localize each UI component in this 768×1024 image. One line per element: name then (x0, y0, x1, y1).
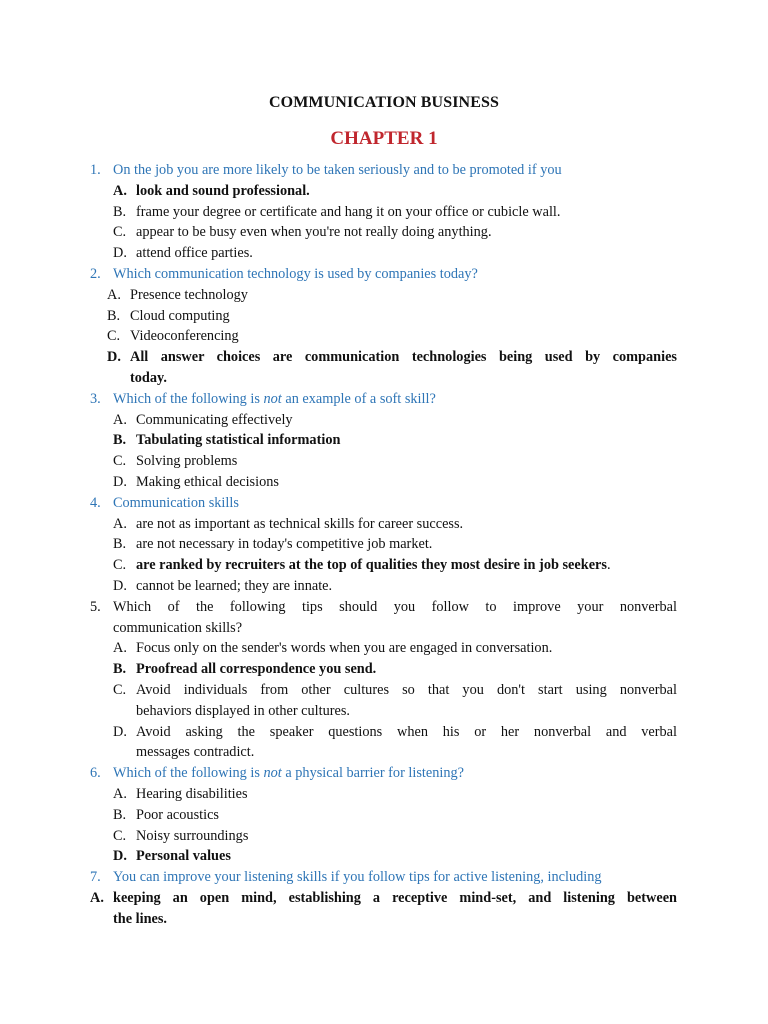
option-text: Making ethical decisions (136, 473, 279, 490)
option-text: Personal values (136, 848, 231, 865)
option-text: All answer choices are communication technologies being used by companies (130, 349, 677, 366)
question-number: 2. (90, 265, 101, 282)
option-text: Solving problems (136, 453, 238, 470)
option-label: C. (113, 224, 127, 241)
option-text: look and sound professional. (136, 182, 310, 199)
question-text-part: Which of the following is (113, 390, 264, 407)
option-label: D. (113, 245, 127, 262)
option-c (0, 555, 768, 576)
option-label: D. (113, 848, 127, 865)
option-d (0, 472, 768, 493)
document-title: COMMUNICATION BUSINESS (269, 94, 499, 111)
question-text (113, 389, 436, 410)
question-list (0, 160, 768, 929)
option-text: Tabulating statistical information (136, 432, 341, 449)
option-a (0, 181, 768, 202)
option-c (0, 680, 768, 701)
option-label: D. (113, 473, 127, 490)
option-text: Presence technology (130, 286, 248, 303)
option-b (0, 805, 768, 826)
question-text: Which of the following tips should you follow to improve your nonverbal (113, 598, 677, 615)
option-label: D. (107, 349, 121, 366)
option-text-end: . (606, 557, 611, 574)
question-4 (0, 493, 768, 514)
option-text: Avoid asking the speaker questions when his or her nonverbal and verbal (136, 723, 677, 740)
option-label: B. (113, 432, 127, 449)
option-text: frame your degree or certificate and hang it on your office or cubicle wall. (136, 203, 561, 220)
option-c (0, 222, 768, 243)
option-label: A. (107, 286, 121, 303)
question-number: 5. (90, 598, 101, 615)
option-text: the lines. (113, 910, 168, 927)
question-5-continued (0, 618, 768, 639)
option-text: Poor acoustics (136, 806, 219, 823)
question-number: 3. (90, 390, 101, 407)
option-label: C. (113, 827, 127, 844)
option-text: Noisy surroundings (136, 827, 249, 844)
option-label: D. (113, 577, 127, 594)
option-label: B. (113, 806, 127, 823)
option-b (0, 306, 768, 327)
question-3 (0, 389, 768, 410)
option-text: messages contradict. (136, 744, 255, 761)
option-text-bold: are ranked by recruiters at the top of qualities they most desire in job seekers (136, 557, 607, 574)
option-label: A. (90, 889, 104, 906)
option-text: Communicating effectively (136, 411, 293, 428)
question-text (113, 763, 464, 784)
option-label: C. (113, 453, 127, 470)
option-label: B. (107, 307, 121, 324)
question-number: 7. (90, 869, 101, 886)
question-text-part: an example of a soft skill? (281, 390, 436, 407)
question-number: 6. (90, 765, 101, 782)
option-label: A. (113, 515, 127, 532)
question-text: communication skills? (113, 619, 243, 636)
option-text: Proofread all correspondence you send. (136, 661, 377, 678)
option-label: A. (113, 785, 127, 802)
option-label: C. (113, 681, 127, 698)
option-text: attend office parties. (136, 245, 253, 262)
option-text: are not as important as technical skills for career success. (136, 515, 464, 532)
question-text: Communication skills (113, 494, 239, 511)
option-c (0, 826, 768, 847)
option-label: C. (107, 328, 121, 345)
option-a-continued (0, 909, 768, 930)
option-d (0, 576, 768, 597)
option-text: Videoconferencing (130, 328, 239, 345)
option-text: Hearing disabilities (136, 785, 248, 802)
option-a (0, 410, 768, 431)
question-5 (0, 597, 768, 618)
option-text: behaviors displayed in other cultures. (136, 702, 350, 719)
option-b (0, 430, 768, 451)
option-label: A. (113, 640, 127, 657)
option-a (0, 285, 768, 306)
option-text: are not necessary in today's competitive job market. (136, 536, 433, 553)
option-b (0, 534, 768, 555)
option-a (0, 784, 768, 805)
option-c (0, 451, 768, 472)
question-2 (0, 264, 768, 285)
option-c (0, 326, 768, 347)
option-d (0, 846, 768, 867)
question-number: 1. (90, 162, 101, 178)
option-text: cannot be learned; they are innate. (136, 577, 333, 594)
question-text: Which communication technology is used by companies today? (113, 265, 478, 282)
option-label: A. (113, 182, 127, 199)
question-emphasis: not (263, 390, 282, 407)
option-a (0, 888, 768, 909)
option-label: B. (113, 203, 127, 220)
option-text: Avoid individuals from other cultures so that you don't start using nonverbal (136, 681, 677, 698)
question-text: You can improve your listening skills if you follow tips for active listening, including (113, 869, 602, 886)
option-d-continued (0, 368, 768, 389)
option-text: keeping an open mind, establishing a receptive mind-set, and listening between (113, 889, 677, 906)
option-text: Cloud computing (130, 307, 230, 324)
option-d (0, 243, 768, 264)
option-c-continued (0, 701, 768, 722)
option-label: C. (113, 557, 127, 574)
option-label: B. (113, 536, 127, 553)
question-text: On the job you are more likely to be taken seriously and to be promoted if you (113, 162, 562, 178)
option-label: B. (113, 661, 127, 678)
option-text: today. (130, 369, 167, 386)
question-6 (0, 763, 768, 784)
option-d (0, 347, 768, 368)
option-d-continued (0, 742, 768, 763)
option-text (136, 555, 611, 576)
question-text-part: Which of the following is (113, 765, 264, 782)
option-a (0, 638, 768, 659)
option-b (0, 659, 768, 680)
question-number: 4. (90, 494, 101, 511)
option-b (0, 202, 768, 223)
option-label: A. (113, 411, 127, 428)
option-text: appear to be busy even when you're not really doing anything. (136, 224, 492, 241)
question-text-part: a physical barrier for listening? (281, 765, 464, 782)
option-d (0, 722, 768, 743)
option-text: Focus only on the sender's words when you are engaged in conversation. (136, 640, 553, 657)
option-a (0, 514, 768, 535)
question-1 (0, 160, 768, 181)
chapter-heading: CHAPTER 1 (330, 128, 438, 149)
option-label: D. (113, 723, 127, 740)
question-emphasis: not (263, 765, 282, 782)
question-7 (0, 867, 768, 888)
